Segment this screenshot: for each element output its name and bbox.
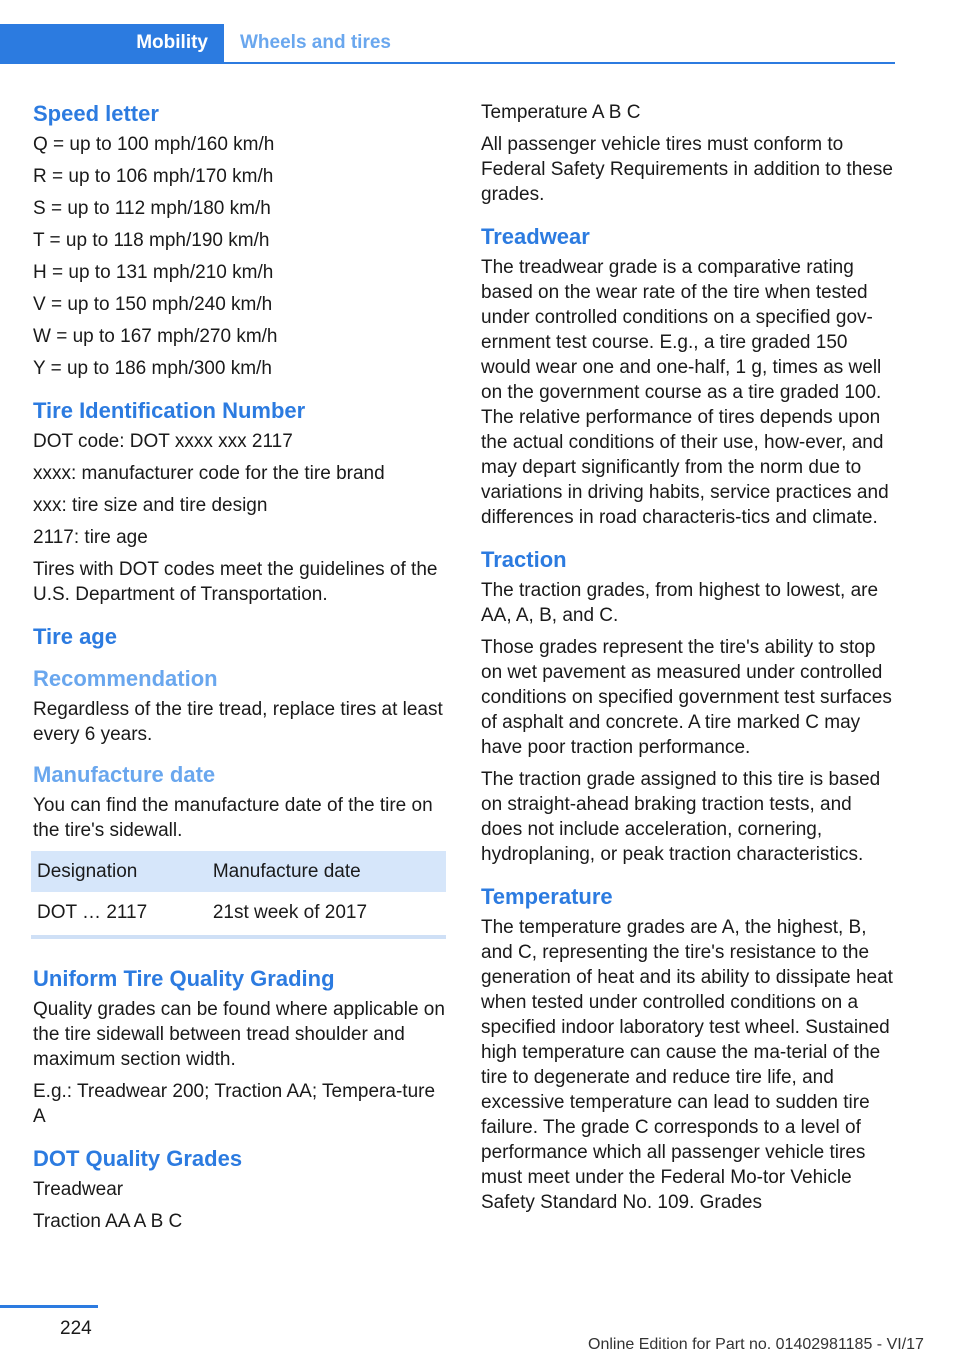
- utqg-text: Quality grades can be found where applicable on the tire sidewall between tread shoulder and maximum section width.: [33, 999, 445, 1070]
- speed-letter-item: W = up to 167 mph/270 km/h: [33, 326, 278, 347]
- recommendation-text: Regardless of the tire tread, replace tires at least every 6 years.: [33, 699, 443, 745]
- table-header-manufacture-date: Manufacture date: [207, 851, 446, 892]
- tin-line: xxxx: manufacturer code for the tire brand: [33, 463, 385, 484]
- dot-quality-grades-heading: DOT Quality Grades: [33, 1146, 243, 1171]
- tin-line: Tires with DOT codes meet the guidelines of the U.S. Department of Transportation.: [33, 559, 438, 605]
- tin-line: 2117: tire age: [33, 527, 148, 548]
- speed-letter-item: Y = up to 186 mph/300 km/h: [33, 358, 272, 379]
- traction-text: The traction grades, from highest to lowest, are AA, A, B, and C.: [481, 580, 879, 626]
- table-cell-designation: DOT … 2117: [37, 902, 148, 923]
- temperature-heading: Temperature: [481, 884, 613, 909]
- speed-letter-item: Q = up to 100 mph/160 km/h: [33, 134, 275, 155]
- tab-wheels-and-tires[interactable]: Wheels and tires: [240, 32, 391, 53]
- chapter-header: [0, 24, 895, 64]
- manufacture-date-table: [31, 851, 446, 939]
- page-number: 224: [60, 1318, 92, 1339]
- left-column: [33, 100, 448, 1241]
- conform-text: All passenger vehicle tires must conform to Federal Safety Requirements in addition to these grades.: [481, 134, 893, 205]
- treadwear-heading: Treadwear: [481, 224, 590, 249]
- traction-heading: Traction: [481, 547, 567, 572]
- speed-letter-item: V = up to 150 mph/240 km/h: [33, 294, 273, 315]
- speed-letter-list: [33, 132, 448, 381]
- utqg-heading: Uniform Tire Quality Grading: [33, 966, 335, 991]
- traction-text: Those grades represent the tire's ability to stop on wet pavement as measured under controlled conditions on specified government test surfaces of asphalt and concrete. A tire marked C may have poor traction performance.: [481, 637, 892, 758]
- traction-text: The traction grade assigned to this tire is based on straight-ahead braking traction tests, and does not include acceleration, cornering, hydroplaning, or peak traction characteristics.: [481, 769, 881, 865]
- tab-mobility[interactable]: Mobility: [0, 24, 224, 62]
- tin-line: DOT code: DOT xxxx xxx 2117: [33, 431, 293, 452]
- dot-grade-line: Traction AA A B C: [33, 1211, 183, 1232]
- edition-footer: Online Edition for Part no. 01402981185 - VI/17: [588, 1336, 924, 1353]
- table-header-designation: Designation: [31, 851, 207, 892]
- treadwear-text: The treadwear grade is a comparative rating based on the wear rate of the tire when tested under controlled conditions on a specified gov‐ernment test course. E.g., a tire graded 150 would wear one and one-half, 1 g, times as well on the government course as a tire graded 100. The relative performance of tires depends upon the actual conditions of their use, how‐ever, and may depart significantly from the norm due to variations in driving habits, service practices and differences in road characteris‐tics and climate.: [481, 257, 889, 528]
- footer-accent-line: [0, 1305, 98, 1308]
- dot-grade-line: Treadwear: [33, 1179, 124, 1200]
- right-column: [481, 100, 896, 1222]
- tire-age-heading: Tire age: [33, 624, 117, 649]
- manufacture-date-text: You can find the manufacture date of the tire on the tire's sidewall.: [33, 795, 433, 841]
- tin-line: xxx: tire size and tire design: [33, 495, 268, 516]
- tin-heading: Tire Identification Number: [33, 398, 306, 423]
- speed-letter-item: S = up to 112 mph/180 km/h: [33, 198, 271, 219]
- speed-letter-item: R = up to 106 mph/170 km/h: [33, 166, 274, 187]
- table-row: [31, 892, 446, 937]
- temperature-text: The temperature grades are A, the highest, B, and C, representing the tire's resistance to the generation of heat and its ability to dissipate heat when tested under controlled conditions on a specified indoor laboratory test wheel. Sustained high temperature can cause the ma‐terial of the tire to degenerate and reduce tire life, and excessive temperature can lead to sudden tire failure. The grade C corresponds to a level of performance which all passenger vehicle tires must meet under the Federal Mo‐tor Vehicle Safety Standard No. 109. Grades: [481, 917, 893, 1213]
- speed-letter-item: T = up to 118 mph/190 km/h: [33, 230, 270, 251]
- speed-letter-item: H = up to 131 mph/210 km/h: [33, 262, 274, 283]
- temperature-grade-line: Temperature A B C: [481, 102, 641, 123]
- recommendation-heading: Recommendation: [33, 666, 218, 691]
- table-cell-manufacture-date: 21st week of 2017: [212, 902, 368, 923]
- utqg-example: E.g.: Treadwear 200; Traction AA; Tempera‐ture A: [33, 1081, 436, 1127]
- speed-letter-heading: Speed letter: [33, 101, 159, 126]
- manufacture-date-heading: Manufacture date: [33, 762, 216, 787]
